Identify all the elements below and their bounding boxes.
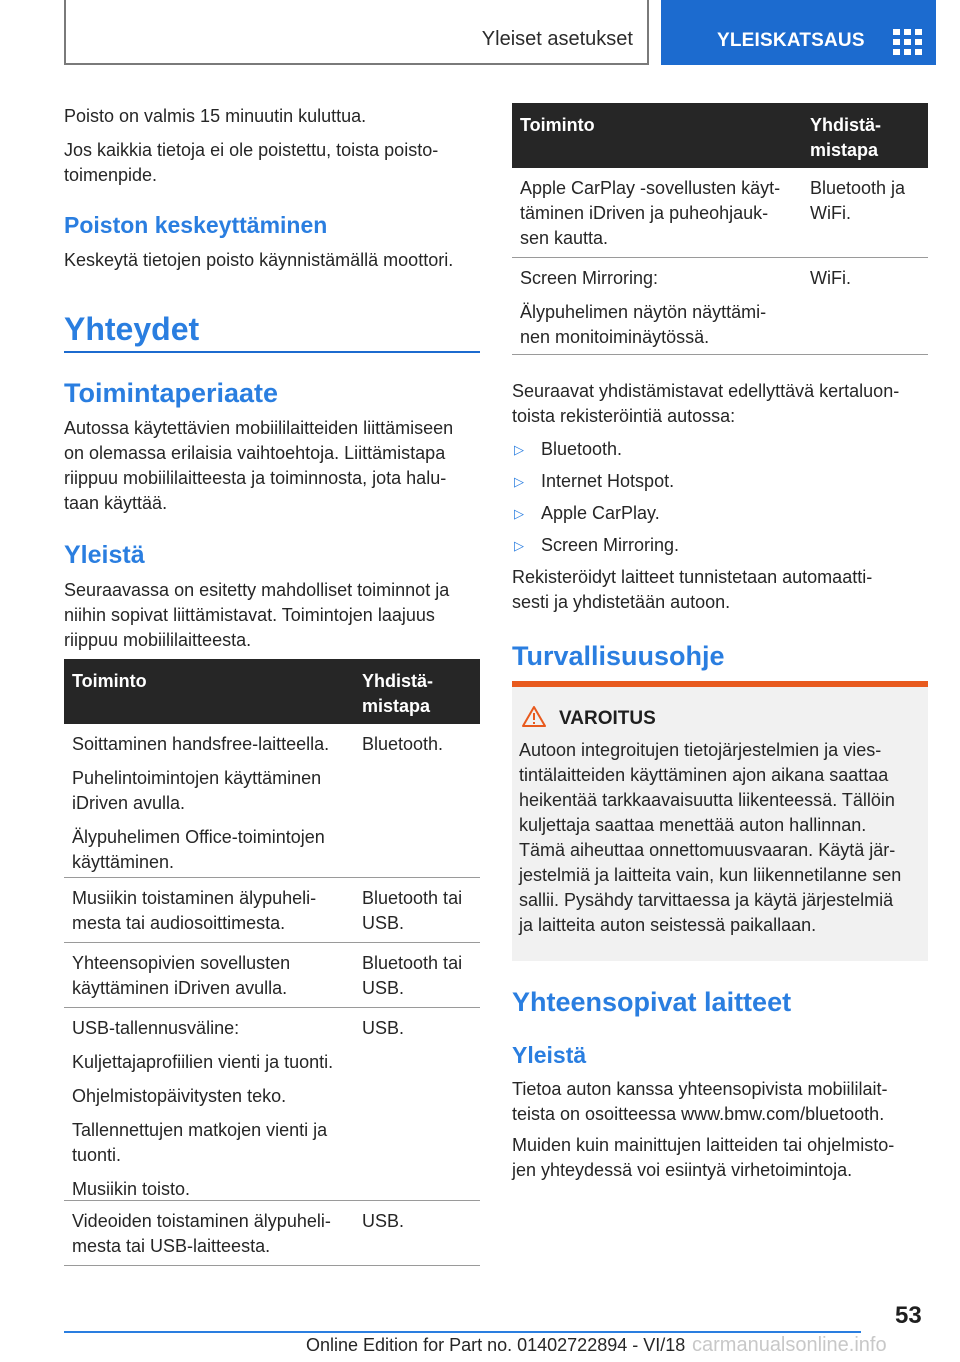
- cell-function: [72, 732, 352, 884]
- text-line: Rekisteröidyt laitteet tunnistetaan automaatti‐: [512, 567, 873, 587]
- footer-rule: [64, 1331, 861, 1333]
- cell-function: [72, 1209, 352, 1259]
- cell-function: [520, 266, 800, 350]
- text-line: sesti ja yhdistetään autoon.: [512, 592, 731, 612]
- text-line: tintälaitteiden käyttäminen ajon aikana saattaa: [519, 765, 889, 785]
- warning-text: [519, 738, 921, 938]
- table-row: [64, 1008, 480, 1201]
- header-chapter-title: YLEISKATSAUS: [717, 30, 865, 51]
- cell-line: Bluetooth tai: [362, 888, 463, 908]
- safety-heading: Turvallisuusohje: [512, 641, 725, 671]
- text-line: jestelmiä ja laitteita vain, kun liikennetilanne sen: [519, 865, 902, 885]
- text-line: Seuraavat yhdistämistavat edellyttävä kertaluon‐: [512, 381, 900, 401]
- page-title: Yhteydet: [64, 311, 200, 347]
- cell-line: Musiikin toistaminen älypuheli‐: [72, 888, 317, 908]
- cell-line: iDriven avulla.: [72, 793, 186, 813]
- general-heading: Yleistä: [64, 541, 145, 569]
- text-line: Tietoa auton kanssa yhteensopivista mobiililait‐: [512, 1079, 888, 1099]
- text-line: heikentää tarkkaavaisuutta liikenteessä. Tällöin: [519, 790, 895, 810]
- page-number: 53: [895, 1302, 922, 1329]
- list-item-text: Apple CarPlay.: [541, 503, 660, 523]
- list-item-text: Bluetooth.: [541, 439, 623, 459]
- triangle-bullet-icon: ▷: [514, 442, 524, 457]
- cell-line: käyttäminen.: [72, 852, 175, 872]
- general-text: [64, 578, 484, 653]
- intro-line: Poisto on valmis 15 minuutin kuluttua.: [64, 106, 367, 126]
- table-row: [64, 943, 480, 1008]
- grid-icon: [893, 29, 923, 55]
- connection-table-continued: [512, 103, 928, 355]
- principle-heading: Toimintaperiaate: [64, 378, 279, 408]
- cell-line: mesta tai audiosoittimesta.: [72, 913, 286, 933]
- intro-para-2: [64, 138, 480, 188]
- cell-line: Älypuhelimen näytön näyttämi‐: [520, 302, 767, 322]
- col-header-line: mistapa: [362, 696, 431, 716]
- col-header-line: Yhdistä‐: [810, 115, 882, 135]
- cell-function: [72, 886, 352, 936]
- table-row: [64, 724, 480, 878]
- compat-heading: Yhteensopivat laitteet: [512, 987, 792, 1017]
- cell-line: Musiikin toisto.: [72, 1179, 191, 1199]
- triangle-bullet-icon: ▷: [514, 474, 524, 489]
- col-header-function: Toiminto: [520, 115, 595, 135]
- table-header: [512, 103, 928, 168]
- connection-table: [64, 659, 480, 1266]
- triangle-bullet-icon: ▷: [514, 538, 524, 553]
- warning-triangle-icon: [522, 705, 546, 729]
- cancel-heading: Poiston keskeyttäminen: [64, 212, 328, 238]
- cell-line: Soittaminen handsfree-laitteella.: [72, 734, 330, 754]
- cell-line: WiFi.: [810, 203, 851, 223]
- text-line: sallii. Pysähdy tarvittaessa ja käytä järjestelmiä: [519, 890, 894, 910]
- table-row: [64, 878, 480, 943]
- text-line: toista rekisteröintiä autossa:: [512, 406, 736, 426]
- warning-title: VAROITUS: [559, 708, 656, 729]
- edition-text: Online Edition for Part no. 01402722894 - VI/18: [306, 1335, 686, 1355]
- watermark: carmanualsonline.info: [692, 1334, 887, 1356]
- table-row: [64, 1201, 480, 1266]
- warning-bar: [512, 681, 928, 687]
- principle-text: [64, 416, 484, 516]
- text-line: jen yhteydessä voi esiintyä virhetoimintoja.: [512, 1160, 853, 1180]
- cell-line: sen kautta.: [520, 228, 609, 248]
- text-line: Autoon integroitujen tietojärjestelmien ja vies‐: [519, 740, 882, 760]
- title-rule: [64, 351, 480, 353]
- cell-method: USB.: [362, 1211, 405, 1231]
- cell-line: Bluetooth tai: [362, 953, 463, 973]
- text-line: riippuu mobiililaitteesta.: [64, 630, 252, 650]
- compat-subheading: Yleistä: [512, 1042, 587, 1068]
- compat-note: [512, 1133, 932, 1183]
- header-section-title: Yleiset asetukset: [481, 28, 633, 50]
- cell-method: [362, 951, 474, 1001]
- cell-method: USB.: [362, 1018, 405, 1038]
- text-line: ja laitteita auton seistessä paikallaan.: [519, 915, 817, 935]
- cell-line: Kuljettajaprofiilien vienti ja tuonti.: [72, 1052, 334, 1072]
- cell-line: mesta tai USB-laitteesta.: [72, 1236, 271, 1256]
- header-chapter-tab[interactable]: [661, 0, 936, 65]
- list-item-text: Internet Hotspot.: [541, 471, 675, 491]
- text-line: on olemassa erilaisia vaihtoehtoja. Liittämistapa: [64, 443, 446, 463]
- col-header-method: [362, 669, 433, 719]
- warning-box: [512, 681, 928, 961]
- text-line: Autossa käytettävien mobiililaitteiden liittämiseen: [64, 418, 454, 438]
- requirement-text: [512, 379, 932, 429]
- cell-method: [362, 886, 474, 936]
- registered-text: [512, 565, 932, 615]
- cell-method: [810, 176, 922, 226]
- table-row: [512, 168, 928, 258]
- intro-line: Jos kaikkia tietoja ei ole poistettu, toista poisto‐: [64, 140, 439, 160]
- text-line: teista on osoitteessa www.bmw.com/bluetooth.: [512, 1104, 885, 1124]
- text-line: riippuu mobiililaitteesta ja toiminnosta, jota halu‐: [64, 468, 447, 488]
- cell-line: USB.: [362, 913, 405, 933]
- col-header-function: Toiminto: [72, 671, 147, 691]
- compat-text: [512, 1077, 932, 1127]
- cell-line: USB-tallennusväline:: [72, 1018, 240, 1038]
- cell-line: Bluetooth ja: [810, 178, 906, 198]
- intro-para-1: [64, 104, 480, 129]
- triangle-bullet-icon: ▷: [514, 506, 524, 521]
- cancel-text: Keskeytä tietojen poisto käynnistämällä moottori.: [64, 250, 454, 270]
- cell-line: nen monitoiminäytössä.: [520, 327, 710, 347]
- cell-method: Bluetooth.: [362, 734, 444, 754]
- text-line: Muiden kuin mainittujen laitteiden tai ohjelmisto‐: [512, 1135, 895, 1155]
- table-row: [512, 258, 928, 355]
- cell-line: Videoiden toistaminen älypuheli‐: [72, 1211, 331, 1231]
- cell-function: [520, 176, 800, 251]
- cell-line: Tallennettujen matkojen vienti ja: [72, 1120, 328, 1140]
- col-header-line: Yhdistä‐: [362, 671, 434, 691]
- text-line: Tämä aiheuttaa onnettomuusvaaran. Käytä jär‐: [519, 840, 896, 860]
- cell-line: käyttäminen iDriven avulla.: [72, 978, 288, 998]
- header-section-box: [64, 0, 649, 65]
- text-line: taan käyttää.: [64, 493, 168, 513]
- cell-line: tuonti.: [72, 1145, 122, 1165]
- cell-line: Ohjelmistopäivitysten teko.: [72, 1086, 287, 1106]
- col-header-line: mistapa: [810, 140, 879, 160]
- col-header-method: [810, 113, 881, 163]
- cell-function: [72, 951, 352, 1001]
- text-line: kuljettaja saattaa menettää auton hallinnan.: [519, 815, 867, 835]
- cell-line: Älypuhelimen Office-toimintojen: [72, 827, 325, 847]
- cell-line: Yhteensopivien sovellusten: [72, 953, 291, 973]
- intro-line: toimenpide.: [64, 165, 158, 185]
- cell-function: [72, 1016, 352, 1211]
- table-header: [64, 659, 480, 724]
- cell-line: täminen iDriven ja puheohjauk‐: [520, 203, 769, 223]
- text-line: niihin sopivat liittämistavat. Toimintojen laajuus: [64, 605, 435, 625]
- cell-method: WiFi.: [810, 268, 851, 288]
- cell-line: USB.: [362, 978, 405, 998]
- cell-line: Apple CarPlay -sovellusten käyt‐: [520, 178, 781, 198]
- cell-line: Puhelintoimintojen käyttäminen: [72, 768, 322, 788]
- list-item-text: Screen Mirroring.: [541, 535, 680, 555]
- cell-line: Screen Mirroring:: [520, 268, 659, 288]
- text-line: Seuraavassa on esitetty mahdolliset toiminnot ja: [64, 580, 450, 600]
